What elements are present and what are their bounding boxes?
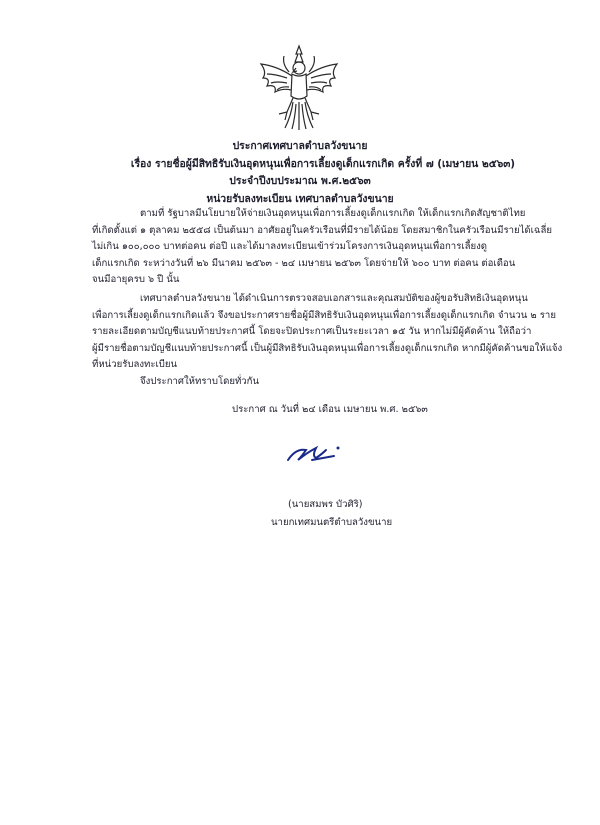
closing-line: จึงประกาศให้ทราบโดยทั่วกัน bbox=[140, 376, 260, 387]
paragraph-line: ที่หน่วยรับลงทะเบียน bbox=[92, 359, 178, 371]
handwritten-signature bbox=[282, 430, 354, 474]
registration-unit-line: หน่วยรับลงทะเบียน เทศบาลตำบลวังขนาย bbox=[206, 192, 394, 205]
garuda-emblem-icon bbox=[249, 44, 349, 134]
paragraph-announcement bbox=[92, 291, 563, 374]
paragraph-line: รายละเอียดตามบัญชีแนบท้ายประกาศนี้ โดยจะปิดประกาศเป็นระยะเวลา ๑๕ วัน หากไม่มีผู้คัดค้าน ให้ถือว่า bbox=[92, 326, 532, 338]
paragraph-line: จนมีอายุครบ ๖ ปี นั้น bbox=[92, 274, 180, 286]
subject-line: เรื่อง รายชื่อผู้มีสิทธิรับเงินอุดหนุนเพื่อการเลี้ยงดูเด็กแรกเกิด ครั้งที่ ๗ (เมษายน ๒๕๖๓) bbox=[130, 157, 516, 170]
paragraph-line: ที่เกิดตั้งแต่ ๑ ตุลาคม ๒๕๕๘ เป็นต้นมา อาศัยอยู่ในครัวเรือนที่มีรายได้น้อย โดยสมาชิกในครัวเรือนมีรายได้เฉลี่ย bbox=[92, 224, 552, 236]
paragraph-line: เพื่อการเลี้ยงดูเด็กแรกเกิดแล้ว จึงขอประกาศรายชื่อผู้มีสิทธิรับเงินอุดหนุนเพื่อการเลี้ยงดูเด็กแรกเกิด จำนวน ๒ ราย bbox=[92, 309, 556, 321]
paragraph-policy bbox=[92, 206, 552, 289]
signer-name: (นายสมพร บัวศิริ) bbox=[288, 499, 363, 510]
announcement-header bbox=[60, 138, 540, 208]
signer-title: นายกเทศมนตรีตำบลวังขนาย bbox=[271, 517, 393, 528]
paragraph-line: ไม่เกิน ๑๐๐,๐๐๐ บาทต่อคน ต่อปี และได้มาลงทะเบียนเข้าร่วมโครงการเงินอุดหนุนเพื่อการเลี้ยงดู bbox=[92, 241, 488, 253]
closing-statement bbox=[92, 374, 512, 391]
paragraph-line: ผู้มีรายชื่อตามบัญชีแนบท้ายประกาศนี้ เป็นผู้มีสิทธิรับเงินอุดหนุนเพื่อการเลี้ยงดูเด็กแรกเกิด หากมีผู้คัดค้านขอให้แจ้ง bbox=[92, 342, 563, 354]
fiscal-year-line: ประจำปีงบประมาณ พ.ศ.๒๕๖๓ bbox=[229, 175, 371, 187]
paragraph-line: เทศบาลตำบลวังขนาย ได้ดำเนินการตรวจสอบเอกสารและคุณสมบัติของผู้ขอรับสิทธิเงินอุดหนุน bbox=[140, 293, 528, 304]
org-line: ประกาศเทศบาลตำบลวังขนาย bbox=[232, 140, 368, 152]
announcement-date: ประกาศ ณ วันที่ ๒๔ เดือน เมษายน พ.ศ. ๒๕๖๓ bbox=[232, 404, 428, 415]
paragraph-line: เด็กแรกเกิด ระหว่างวันที่ ๒๖ มีนาคม ๒๕๖๓ - ๒๔ เมษายน ๒๕๖๓ โดยจ่ายให้ ๖๐๐ บาท ต่อคน ต่อเดือน bbox=[92, 257, 516, 269]
paragraph-line: ตามที่ รัฐบาลมีนโยบายให้จ่ายเงินอุดหนุนเพื่อการเลี้ยงดูเด็กแรกเกิด ให้เด็กแรกเกิดสัญชาติไทย bbox=[140, 208, 526, 219]
